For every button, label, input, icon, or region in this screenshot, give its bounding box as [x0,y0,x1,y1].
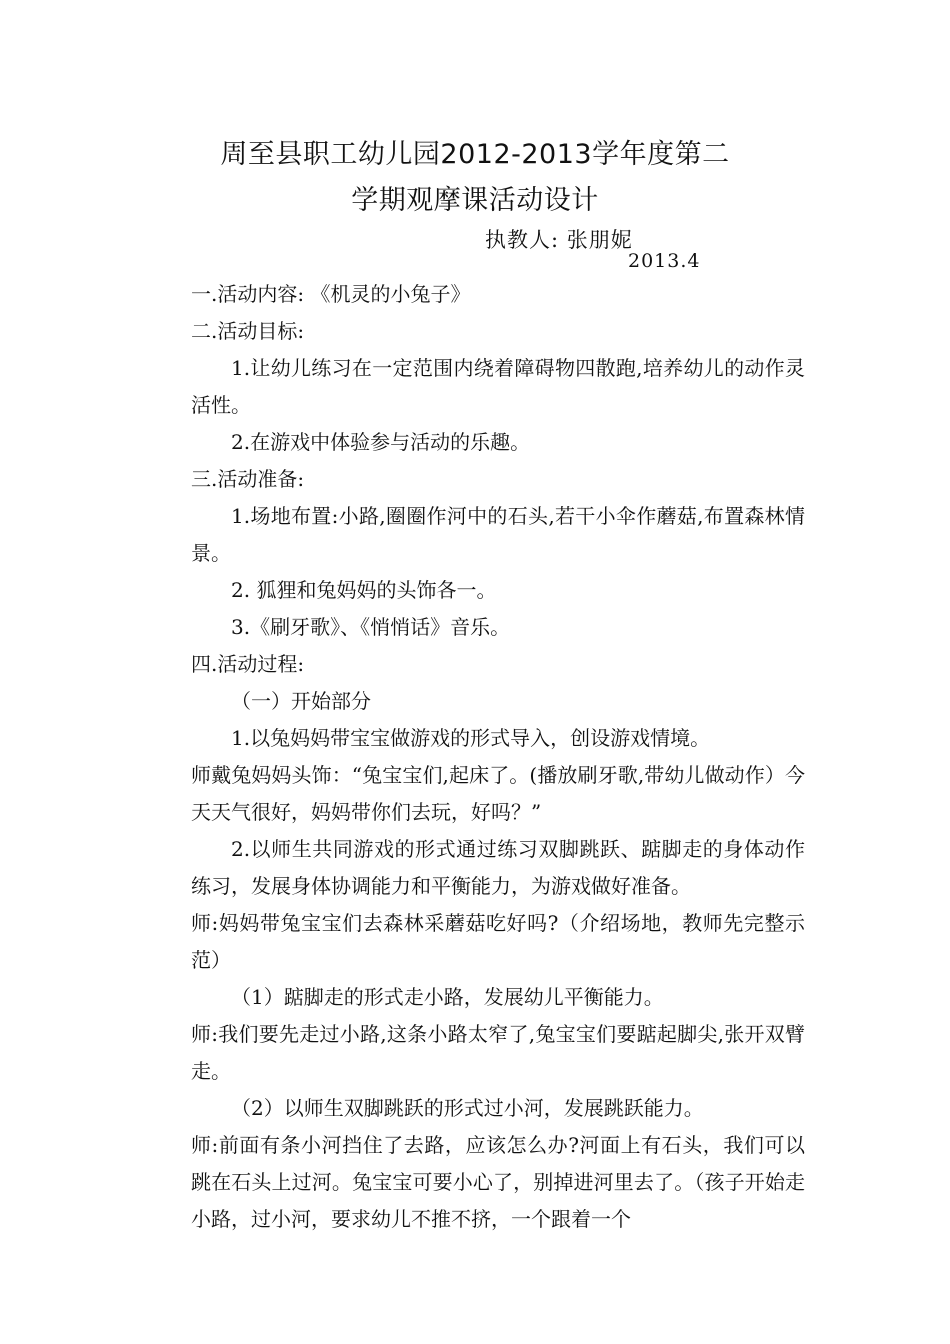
process-substep-1: （1）踮脚走的形式走小路，发展幼儿平衡能力。 [231,985,664,1009]
goal-item-2: 2.在游戏中体验参与活动的乐趣。 [231,430,531,454]
section-heading-preparation: 三.活动准备: [191,467,305,491]
teacher-name: 执教人: 张朋妮 [485,228,633,252]
preparation-item-2: 2. 狐狸和兔妈妈的头饰各一。 [231,578,497,602]
preparation-item-3: 3.《刷牙歌》、《悄悄话》音乐。 [231,615,511,639]
process-subheading-start: （一）开始部分 [231,689,371,713]
teacher-dialogue-4: 师:前面有条小河挡住了去路，应该怎么办?河面上有石头，我们可以跳在石头上过河。兔宝宝可要小心了，别掉进河里去了。（孩子开始走小路，过小河，要求幼儿不推不挤，一个跟着一个 [191,1133,805,1231]
document-title-line-1: 周至县职工幼儿园2012-2013学年度第二 [220,139,730,170]
teacher-dialogue-1: 师戴兔妈妈头饰：“兔宝宝们,起床了。(播放刷牙歌,带幼儿做动作）今天天气很好，妈妈带你们去玩，好吗？” [191,763,805,824]
process-step-1: 1.以兔妈妈带宝宝做游戏的形式导入，创设游戏情境。 [231,726,711,750]
document-title-line-2: 学期观摩课活动设计 [351,185,599,216]
teacher-dialogue-2: 师:妈妈带兔宝宝们去森林采蘑菇吃好吗?（介绍场地，教师先完整示范） [191,911,805,972]
document-date: 2013.4 [628,250,701,272]
preparation-item-1: 1.场地布置:小路,圈圈作河中的石头,若干小伞作蘑菇,布置森林情景。 [191,504,805,565]
document-body [191,276,805,1238]
process-substep-2: （2）以师生双脚跳跃的形式过小河，发展跳跃能力。 [231,1096,704,1120]
process-step-2: 2.以师生共同游戏的形式通过练习双脚跳跃、踮脚走的身体动作练习，发展身体协调能力和平衡能力，为游戏做好准备。 [191,837,805,898]
section-heading-goals: 二.活动目标: [191,319,305,343]
teacher-dialogue-3: 师:我们要先走过小路,这条小路太窄了,兔宝宝们要踮起脚尖,张开双臂走。 [191,1022,805,1083]
section-heading-content: 一.活动内容: 《机灵的小兔子》 [191,282,471,306]
section-heading-process: 四.活动过程: [191,652,305,676]
goal-item-1: 1.让幼儿练习在一定范围内绕着障碍物四散跑,培养幼儿的动作灵活性。 [191,356,805,417]
